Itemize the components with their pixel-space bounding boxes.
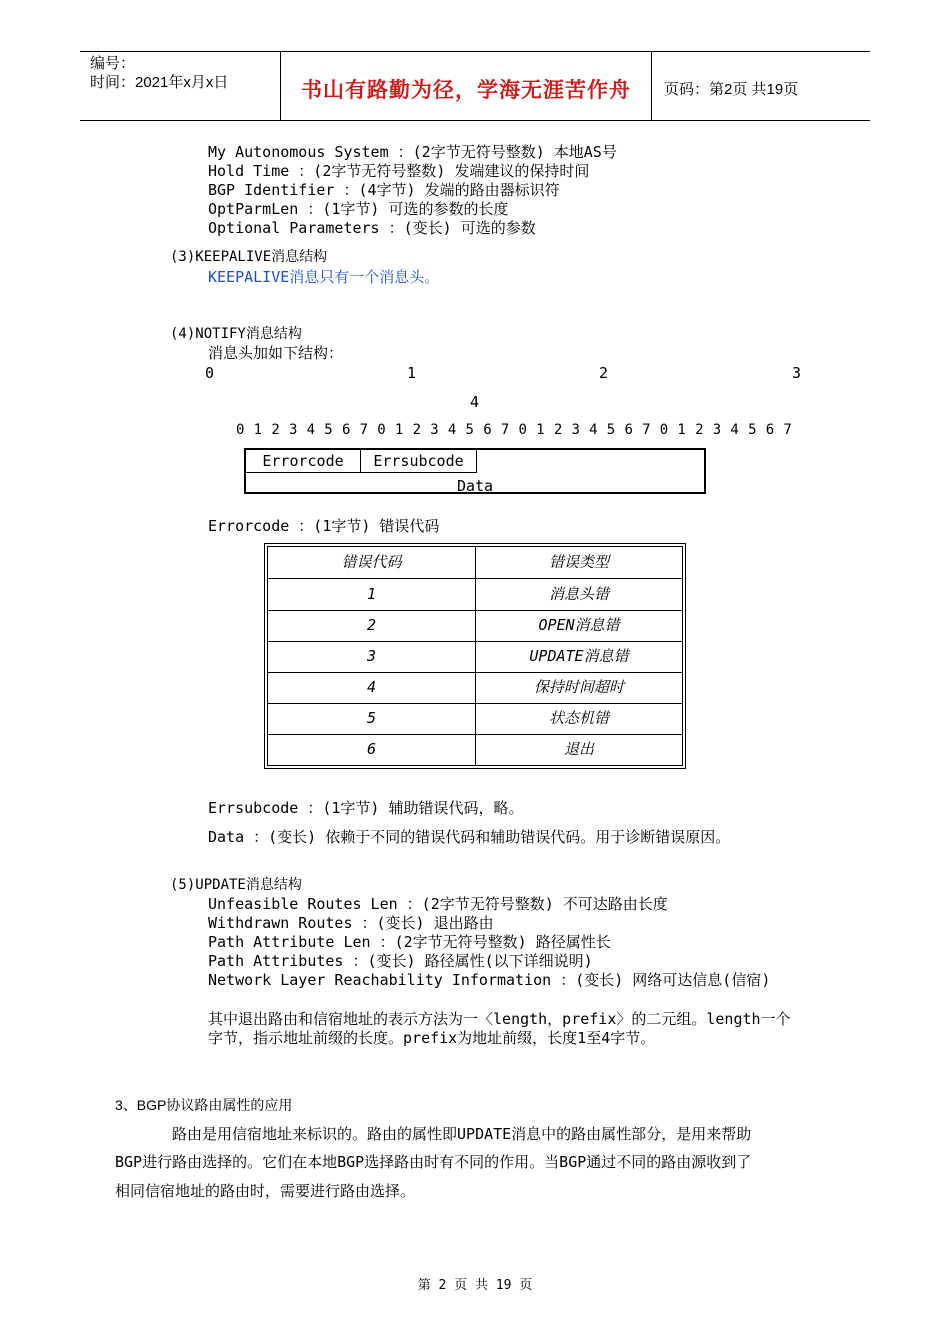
keepalive-body: KEEPALIVE消息只有一个消息头。 <box>208 268 440 286</box>
notify-subheading: 消息头加如下结构： <box>208 344 344 362</box>
table-cell: 消息头错 <box>548 585 609 603</box>
paragraph-line: 相同信宿地址的路由时，需要进行路由选择。 <box>115 1182 416 1200</box>
table-cell: OPEN消息错 <box>538 616 620 634</box>
table-row <box>268 734 682 765</box>
paragraph-line: BGP进行路由选择的。它们在本地BGP选择路由时有不同的作用。当BGP通过不同的路由源收到了 <box>115 1153 752 1171</box>
data-description: Data ：(变长) 依赖于不同的错误代码和辅助错误代码。用于诊断错误原因。 <box>208 828 731 846</box>
open-field-line: My Autonomous System ：(2字节无符号整数) 本地AS号 <box>208 143 617 161</box>
data-cell: Data <box>456 477 494 495</box>
table-cell: 状态机错 <box>548 709 609 727</box>
bit-scale-label: 1 <box>407 364 417 382</box>
bit-scale-label: 4 <box>470 393 480 411</box>
bit-scale-label: 3 <box>792 364 802 382</box>
errsubcode-cell: Errsubcode <box>361 450 477 473</box>
table-cell: UPDATE消息错 <box>529 647 629 665</box>
update-heading: (5)UPDATE消息结构 <box>170 877 302 893</box>
table-cell: 4 <box>268 672 476 703</box>
open-field-line: BGP Identifier ：(4字节) 发端的路由器标识符 <box>208 181 560 199</box>
table-row <box>268 703 682 735</box>
errorcode-cell: Errorcode <box>246 450 361 473</box>
document-number-label: 编号： <box>90 55 136 72</box>
bit-scale-label: 0 <box>205 364 215 382</box>
table-cell: 退出 <box>563 740 594 758</box>
header-left-cell <box>80 52 281 120</box>
keepalive-heading: (3)KEEPALIVE消息结构 <box>170 249 328 265</box>
update-note-line: 其中退出路由和信宿地址的表示方法为一〈length，prefix〉的二元组。length一个 <box>208 1010 791 1028</box>
bit-index-row: 0 1 2 3 4 5 6 7 0 1 2 3 4 5 6 7 0 1 2 3 4 5 6 7 0 1 2 3 4 5 6 7 <box>236 422 793 438</box>
errsubcode-description: Errsubcode ：(1字节) 辅助错误代码，略。 <box>208 799 524 817</box>
table-cell: 2 <box>268 610 476 641</box>
update-field-line: Path Attributes ：(变长) 路径属性(以下详细说明) <box>208 952 593 970</box>
error-code-table <box>264 543 686 769</box>
header-motto: 书山有路勤为径，学海无涯苦作舟 <box>301 79 631 102</box>
table-header-row <box>268 547 682 579</box>
update-field-line: Network Layer Reachability Information ：(变长) 网络可达信息(信宿) <box>208 971 771 989</box>
header-center-cell <box>281 52 652 120</box>
page-header <box>80 51 870 121</box>
page-footer: 第 2 页 共 19 页 <box>417 1278 533 1293</box>
update-field-line: Unfeasible Routes Len ：(2字节无符号整数) 不可达路由长度 <box>208 895 668 913</box>
notify-structure-diagram <box>244 448 706 494</box>
section-heading: 3、BGP协议路由属性的应用 <box>115 1097 293 1113</box>
open-field-line: OptParmLen ：(1字节) 可选的参数的长度 <box>208 200 509 218</box>
update-note-line: 字节，指示地址前缀的长度。prefix为地址前缀，长度1至4字节。 <box>208 1029 656 1047</box>
bit-scale-label: 2 <box>599 364 609 382</box>
table-row <box>268 641 682 673</box>
table-row <box>268 672 682 704</box>
paragraph-line: 路由是用信宿地址来标识的。路由的属性即UPDATE消息中的路由属性部分，是用来帮助 <box>172 1125 752 1143</box>
update-field-line: Withdrawn Routes ：(变长) 退出路由 <box>208 914 494 932</box>
document-time-label: 时间：2021年x月x日 <box>90 74 229 91</box>
update-field-line: Path Attribute Len ：(2字节无符号整数) 路径属性长 <box>208 933 611 951</box>
table-header-cell: 错误代码 <box>268 547 476 578</box>
header-right-cell <box>652 52 870 120</box>
table-row <box>268 610 682 642</box>
header-page-indicator: 页码：第2页 共19页 <box>664 81 799 98</box>
table-row <box>268 579 682 611</box>
open-field-line: Optional Parameters ：(变长) 可选的参数 <box>208 219 536 237</box>
open-field-line: Hold Time ：(2字节无符号整数) 发端建议的保持时间 <box>208 162 590 180</box>
table-cell: 1 <box>268 579 476 610</box>
table-cell: 5 <box>268 703 476 734</box>
table-cell: 保持时间超时 <box>533 678 624 696</box>
table-cell: 6 <box>268 734 476 765</box>
notify-heading: (4)NOTIFY消息结构 <box>170 326 302 342</box>
errorcode-description: Errorcode ：(1字节) 错误代码 <box>208 517 440 535</box>
table-header-cell: 错误类型 <box>548 553 609 571</box>
table-cell: 3 <box>268 641 476 672</box>
